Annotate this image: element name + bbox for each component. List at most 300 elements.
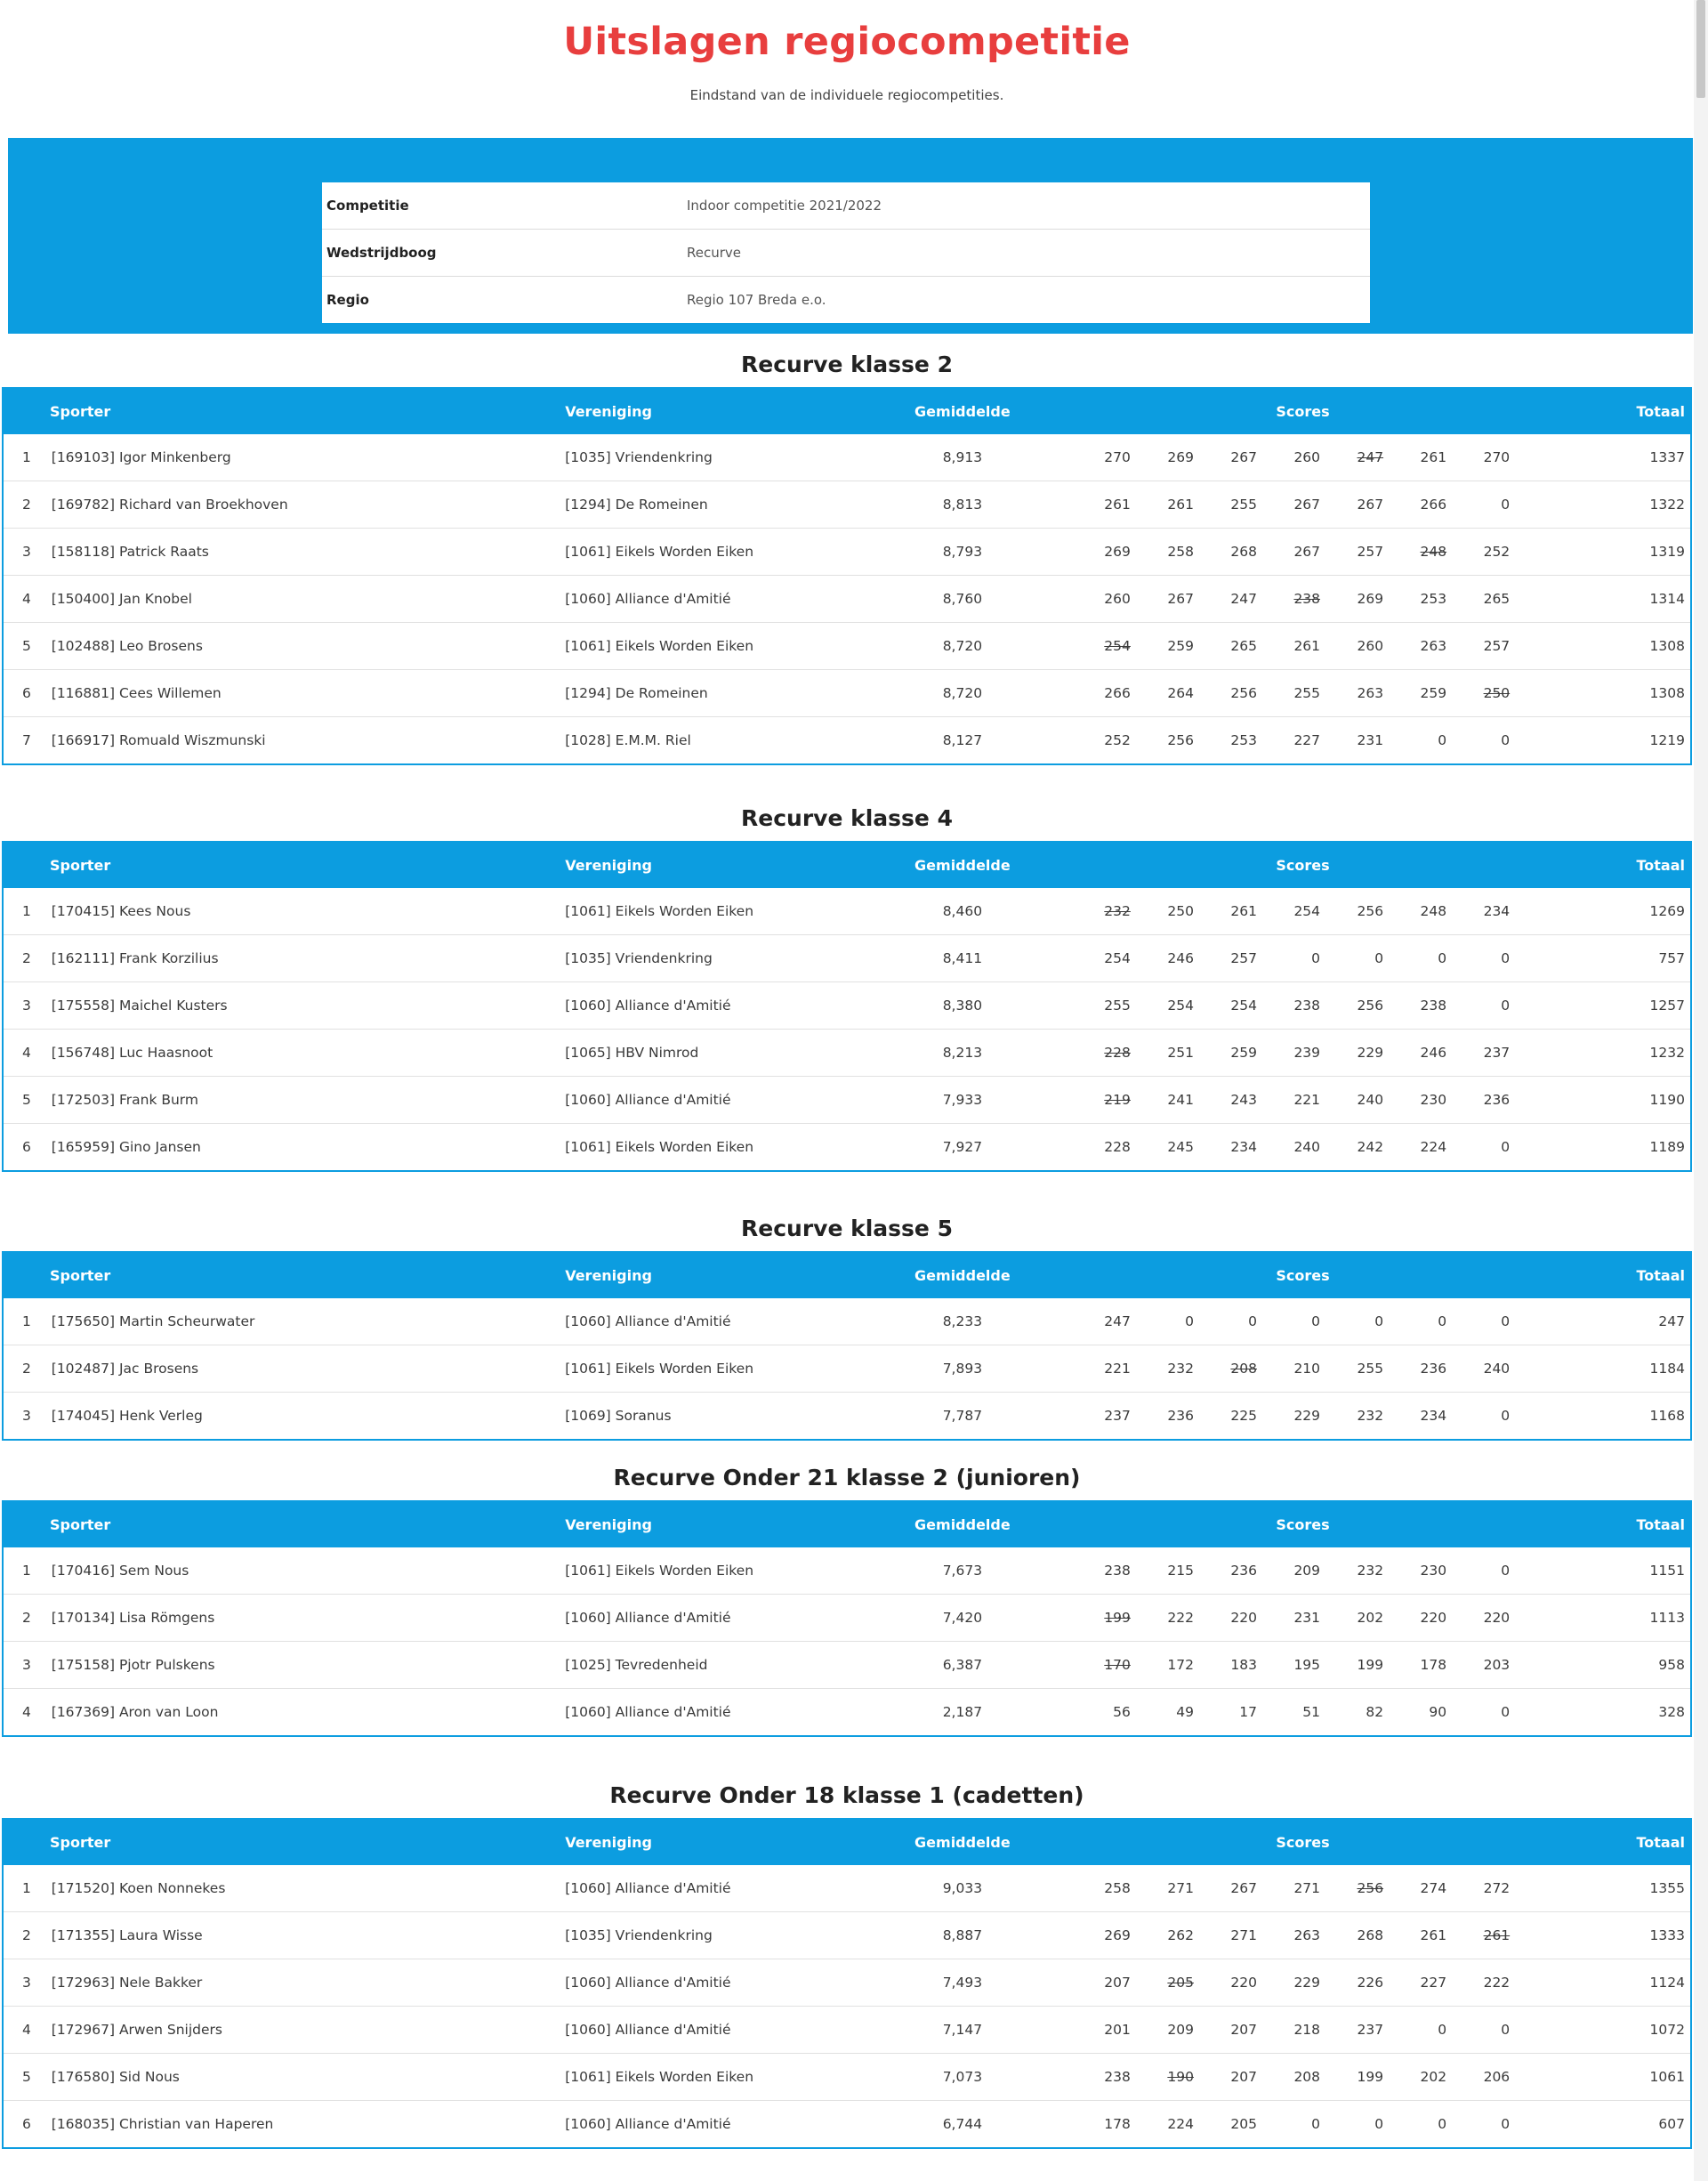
table-row xyxy=(3,1642,1691,1689)
sporter-cell: [158118] Patrick Raats xyxy=(50,529,558,576)
gemiddelde-cell: 7,787 xyxy=(942,1408,983,1424)
score-cell: 226 xyxy=(1334,1959,1398,2007)
table-header-row xyxy=(3,842,1691,888)
score-cell: 263 xyxy=(1398,623,1461,670)
totaal-cell: 757 xyxy=(1524,935,1691,982)
score-cell: 231 xyxy=(1271,1595,1334,1642)
section-title: Recurve klasse 4 xyxy=(741,805,953,831)
sporter-cell: [176580] Sid Nous xyxy=(50,2054,558,2101)
table-row xyxy=(3,1912,1691,1959)
totaal-cell: 1355 xyxy=(1524,1865,1691,1912)
totaal-cell: 1308 xyxy=(1524,670,1691,717)
vereniging-cell: [1061] Eikels Worden Eiken xyxy=(558,888,843,935)
score-cell: 232 xyxy=(1334,1547,1398,1595)
table-row xyxy=(3,1124,1691,1172)
score-cell: 272 xyxy=(1461,1865,1524,1912)
rank-cell: 1 xyxy=(3,888,50,935)
sporter-cell: [171520] Koen Nonnekes xyxy=(50,1865,558,1912)
header-totaal: Totaal xyxy=(1524,388,1691,434)
score-cell: 0 xyxy=(1398,935,1461,982)
sporter-cell: [169103] Igor Minkenberg xyxy=(50,434,558,481)
score-cell: 240 xyxy=(1461,1345,1524,1393)
score-cell-discarded: 232 xyxy=(1082,888,1145,935)
results-table xyxy=(2,1818,1692,2149)
score-cell: 259 xyxy=(1398,670,1461,717)
score-cell: 246 xyxy=(1145,935,1208,982)
score-cell-discarded: 261 xyxy=(1461,1912,1524,1959)
totaal-cell: 1337 xyxy=(1524,434,1691,481)
totaal-cell: 247 xyxy=(1524,1298,1691,1345)
score-cell-discarded: 254 xyxy=(1082,623,1145,670)
score-cell: 82 xyxy=(1366,1704,1384,1720)
score-cell: 0 xyxy=(1461,2007,1524,2054)
score-cell: 267 xyxy=(1145,576,1208,623)
header-vereniging: Vereniging xyxy=(558,388,843,434)
score-cell: 248 xyxy=(1398,888,1461,935)
vereniging-cell: [1061] Eikels Worden Eiken xyxy=(558,1547,843,1595)
score-cell-discarded: 248 xyxy=(1398,529,1461,576)
score-cell: 0 xyxy=(1461,935,1524,982)
score-cell: 269 xyxy=(1082,1912,1145,1959)
score-cell: 261 xyxy=(1208,888,1271,935)
gemiddelde-cell: 8,913 xyxy=(843,434,1082,481)
score-cell: 261 xyxy=(1271,623,1334,670)
header-sporter: Sporter xyxy=(3,1501,558,1547)
score-cell: 263 xyxy=(1271,1912,1334,1959)
vereniging-cell: [1060] Alliance d'Amitié xyxy=(558,1595,843,1642)
score-cell: 0 xyxy=(1271,935,1334,982)
sporter-cell: [102488] Leo Brosens xyxy=(50,623,558,670)
score-cell: 240 xyxy=(1334,1077,1398,1124)
score-cell: 258 xyxy=(1145,529,1208,576)
header-totaal: Totaal xyxy=(1524,1819,1691,1865)
score-cell: 256 xyxy=(1167,732,1194,748)
totaal-cell: 1257 xyxy=(1524,982,1691,1030)
results-table xyxy=(2,841,1692,1172)
score-cell: 195 xyxy=(1271,1642,1334,1689)
rank-cell: 3 xyxy=(3,1959,50,2007)
info-value: Regio 107 Breda e.o. xyxy=(687,292,826,308)
results-table xyxy=(2,387,1692,765)
vereniging-cell: [1061] Eikels Worden Eiken xyxy=(558,529,843,576)
totaal-cell: 1333 xyxy=(1524,1912,1691,1959)
score-cell: 0 xyxy=(1311,2116,1321,2132)
results-section xyxy=(0,1207,1694,1441)
score-cell: 234 xyxy=(1230,1139,1257,1155)
header-scores: Scores xyxy=(1082,842,1524,888)
rank-cell: 3 xyxy=(3,529,50,576)
score-cell-discarded: 208 xyxy=(1208,1345,1271,1393)
score-cell: 267 xyxy=(1334,481,1398,529)
score-cell: 237 xyxy=(1461,1030,1524,1077)
header-vereniging: Vereniging xyxy=(558,1501,843,1547)
score-cell: 267 xyxy=(1271,529,1334,576)
score-cell: 261 xyxy=(1398,434,1461,481)
score-cell: 202 xyxy=(1398,2054,1461,2101)
score-cell: 236 xyxy=(1167,1408,1194,1424)
score-cell: 254 xyxy=(1145,982,1208,1030)
score-cell: 245 xyxy=(1167,1139,1194,1155)
score-cell: 269 xyxy=(1082,529,1145,576)
score-cell: 260 xyxy=(1082,576,1145,623)
score-cell: 237 xyxy=(1104,1408,1131,1424)
scrollbar-thumb[interactable] xyxy=(1696,0,1705,98)
score-cell: 215 xyxy=(1145,1547,1208,1595)
page-subtitle: Eindstand van de individuele regiocompetities. xyxy=(689,87,1004,103)
table-header-row xyxy=(3,388,1691,434)
header-sporter: Sporter xyxy=(3,842,558,888)
totaal-cell: 1061 xyxy=(1524,2054,1691,2101)
score-cell: 199 xyxy=(1334,1642,1398,1689)
score-cell: 203 xyxy=(1461,1642,1524,1689)
table-row xyxy=(3,935,1691,982)
gemiddelde-cell: 6,387 xyxy=(843,1642,1082,1689)
score-cell: 224 xyxy=(1167,2116,1194,2132)
score-cell: 238 xyxy=(1271,982,1334,1030)
sporter-cell: [156748] Luc Haasnoot xyxy=(50,1030,558,1077)
score-cell: 224 xyxy=(1420,1139,1447,1155)
score-cell: 271 xyxy=(1208,1912,1271,1959)
score-cell-discarded: 219 xyxy=(1082,1077,1145,1124)
vereniging-cell: [1035] Vriendenkring xyxy=(558,434,843,481)
score-cell: 236 xyxy=(1398,1345,1461,1393)
score-cell: 254 xyxy=(1271,888,1334,935)
score-cell: 49 xyxy=(1176,1704,1194,1720)
sporter-cell: [166917] Romuald Wiszmunski xyxy=(51,732,266,748)
scrollbar[interactable] xyxy=(1694,0,1708,2181)
totaal-cell: 958 xyxy=(1524,1642,1691,1689)
info-row-regio xyxy=(322,277,1370,324)
rank-cell: 2 xyxy=(3,481,50,529)
totaal-cell: 607 xyxy=(1658,2116,1685,2132)
vereniging-cell: [1060] Alliance d'Amitié xyxy=(558,1077,843,1124)
rank-cell: 4 xyxy=(3,2007,50,2054)
score-cell: 255 xyxy=(1334,1345,1398,1393)
table-row xyxy=(3,2054,1691,2101)
vereniging-cell: [1060] Alliance d'Amitié xyxy=(558,1298,843,1345)
score-cell-discarded: 250 xyxy=(1461,670,1524,717)
score-cell: 0 xyxy=(1461,1298,1524,1345)
score-cell: 263 xyxy=(1334,670,1398,717)
table-row xyxy=(3,1959,1691,2007)
score-cell-discarded: 170 xyxy=(1082,1642,1145,1689)
table-row xyxy=(3,717,1691,765)
totaal-cell: 1072 xyxy=(1524,2007,1691,2054)
gemiddelde-cell: 8,213 xyxy=(843,1030,1082,1077)
table-row xyxy=(3,1689,1691,1737)
vereniging-cell: [1060] Alliance d'Amitié xyxy=(558,2007,843,2054)
results-section xyxy=(0,343,1694,765)
table-row xyxy=(3,1030,1691,1077)
gemiddelde-cell: 8,380 xyxy=(843,982,1082,1030)
score-cell: 0 xyxy=(1461,982,1524,1030)
score-cell: 271 xyxy=(1145,1865,1208,1912)
header-scores: Scores xyxy=(1082,1501,1524,1547)
info-band xyxy=(8,138,1693,334)
vereniging-cell: [1060] Alliance d'Amitié xyxy=(565,1704,731,1720)
score-cell: 183 xyxy=(1208,1642,1271,1689)
rank-cell: 6 xyxy=(3,670,50,717)
vereniging-cell: [1061] Eikels Worden Eiken xyxy=(565,1139,754,1155)
rank-cell: 2 xyxy=(3,1595,50,1642)
rank-cell: 1 xyxy=(3,1547,50,1595)
table-row xyxy=(3,2101,1691,2149)
vereniging-cell: [1060] Alliance d'Amitié xyxy=(558,982,843,1030)
score-cell: 236 xyxy=(1461,1077,1524,1124)
score-cell: 222 xyxy=(1461,1959,1524,2007)
score-cell: 259 xyxy=(1208,1030,1271,1077)
vereniging-cell: [1061] Eikels Worden Eiken xyxy=(558,1345,843,1393)
sporter-cell: [169782] Richard van Broekhoven xyxy=(50,481,558,529)
header-totaal: Totaal xyxy=(1524,1252,1691,1298)
score-cell: 230 xyxy=(1398,1077,1461,1124)
rank-cell: 1 xyxy=(3,434,50,481)
table-header-row xyxy=(3,1819,1691,1865)
gemiddelde-cell: 8,127 xyxy=(942,732,983,748)
score-cell: 252 xyxy=(1104,732,1131,748)
score-cell: 209 xyxy=(1271,1547,1334,1595)
score-cell: 0 xyxy=(1208,1298,1271,1345)
results-section xyxy=(0,1456,1694,1737)
table-row xyxy=(3,1865,1691,1912)
table-row xyxy=(3,1393,1691,1441)
score-cell: 220 xyxy=(1461,1595,1524,1642)
header-sporter: Sporter xyxy=(3,388,558,434)
score-cell: 0 xyxy=(1501,1139,1511,1155)
score-cell: 0 xyxy=(1271,1298,1334,1345)
vereniging-cell: [1069] Soranus xyxy=(565,1408,672,1424)
score-cell: 270 xyxy=(1082,434,1145,481)
score-cell: 227 xyxy=(1398,1959,1461,2007)
sporter-cell: [170416] Sem Nous xyxy=(50,1547,558,1595)
totaal-cell: 328 xyxy=(1658,1704,1685,1720)
sporter-cell: [172967] Arwen Snijders xyxy=(50,2007,558,2054)
sporter-cell: [150400] Jan Knobel xyxy=(50,576,558,623)
score-cell: 207 xyxy=(1208,2054,1271,2101)
score-cell: 228 xyxy=(1104,1139,1131,1155)
score-cell: 247 xyxy=(1208,576,1271,623)
score-cell: 240 xyxy=(1293,1139,1321,1155)
table-row xyxy=(3,670,1691,717)
vereniging-cell: [1065] HBV Nimrod xyxy=(558,1030,843,1077)
score-cell: 221 xyxy=(1082,1345,1145,1393)
info-value: Recurve xyxy=(682,230,1370,277)
score-cell: 229 xyxy=(1334,1030,1398,1077)
table-row xyxy=(3,1077,1691,1124)
score-cell: 271 xyxy=(1271,1865,1334,1912)
section-title: Recurve klasse 2 xyxy=(741,351,953,377)
score-cell: 254 xyxy=(1208,982,1271,1030)
score-cell: 227 xyxy=(1293,732,1321,748)
rank-cell: 2 xyxy=(3,935,50,982)
table-row xyxy=(3,1298,1691,1345)
score-cell: 231 xyxy=(1357,732,1384,748)
rank-cell: 4 xyxy=(21,1704,31,1720)
score-cell: 238 xyxy=(1398,982,1461,1030)
header-vereniging: Vereniging xyxy=(558,1252,843,1298)
info-label: Wedstrijdboog xyxy=(322,230,682,277)
gemiddelde-cell: 7,673 xyxy=(843,1547,1082,1595)
score-cell-discarded: 190 xyxy=(1145,2054,1208,2101)
score-cell: 229 xyxy=(1293,1408,1321,1424)
score-cell: 267 xyxy=(1208,434,1271,481)
score-cell: 90 xyxy=(1429,1704,1447,1720)
rank-cell: 1 xyxy=(3,1865,50,1912)
score-cell: 17 xyxy=(1239,1704,1257,1720)
sporter-cell: [167369] Aron van Loon xyxy=(51,1704,219,1720)
rank-cell: 2 xyxy=(3,1345,50,1393)
sporter-cell: [172503] Frank Burm xyxy=(50,1077,558,1124)
totaal-cell: 1124 xyxy=(1524,1959,1691,2007)
table-row xyxy=(3,576,1691,623)
score-cell: 253 xyxy=(1230,732,1257,748)
gemiddelde-cell: 7,147 xyxy=(843,2007,1082,2054)
score-cell: 266 xyxy=(1082,670,1145,717)
score-cell: 0 xyxy=(1398,1298,1461,1345)
score-cell: 262 xyxy=(1145,1912,1208,1959)
vereniging-cell: [1060] Alliance d'Amitié xyxy=(565,2116,731,2132)
vereniging-cell: [1294] De Romeinen xyxy=(558,670,843,717)
rank-cell: 3 xyxy=(3,982,50,1030)
score-cell: 241 xyxy=(1145,1077,1208,1124)
rank-cell: 5 xyxy=(3,623,50,670)
sporter-cell: [170415] Kees Nous xyxy=(50,888,558,935)
header-gemiddelde: Gemiddelde xyxy=(843,1501,1082,1547)
header-vereniging: Vereniging xyxy=(558,1819,843,1865)
score-cell: 199 xyxy=(1334,2054,1398,2101)
gemiddelde-cell: 8,760 xyxy=(843,576,1082,623)
totaal-cell: 1308 xyxy=(1524,623,1691,670)
score-cell: 236 xyxy=(1208,1547,1271,1595)
score-cell: 268 xyxy=(1334,1912,1398,1959)
score-cell-discarded: 247 xyxy=(1334,434,1398,481)
score-cell: 208 xyxy=(1271,2054,1334,2101)
score-cell: 254 xyxy=(1082,935,1145,982)
score-cell: 210 xyxy=(1271,1345,1334,1393)
gemiddelde-cell: 9,033 xyxy=(843,1865,1082,1912)
score-cell: 238 xyxy=(1082,1547,1145,1595)
table-row xyxy=(3,434,1691,481)
score-cell: 234 xyxy=(1461,888,1524,935)
score-cell: 237 xyxy=(1334,2007,1398,2054)
totaal-cell: 1168 xyxy=(1649,1408,1685,1424)
header-sporter: Sporter xyxy=(3,1819,558,1865)
gemiddelde-cell: 8,793 xyxy=(843,529,1082,576)
sporter-cell: [170134] Lisa Römgens xyxy=(50,1595,558,1642)
score-cell: 0 xyxy=(1334,1298,1398,1345)
score-cell: 225 xyxy=(1230,1408,1257,1424)
vereniging-cell: [1060] Alliance d'Amitié xyxy=(558,1865,843,1912)
totaal-cell: 1232 xyxy=(1524,1030,1691,1077)
sporter-cell: [172963] Nele Bakker xyxy=(50,1959,558,2007)
score-cell: 246 xyxy=(1398,1030,1461,1077)
score-cell: 51 xyxy=(1302,1704,1321,1720)
info-value: Indoor competitie 2021/2022 xyxy=(682,182,1370,230)
score-cell: 250 xyxy=(1145,888,1208,935)
score-cell: 256 xyxy=(1334,982,1398,1030)
score-cell: 259 xyxy=(1145,623,1208,670)
sporter-cell: [165959] Gino Jansen xyxy=(51,1139,201,1155)
score-cell: 242 xyxy=(1357,1139,1384,1155)
score-cell: 267 xyxy=(1271,481,1334,529)
rank-cell: 5 xyxy=(3,2054,50,2101)
score-cell: 220 xyxy=(1398,1595,1461,1642)
header-scores: Scores xyxy=(1082,1252,1524,1298)
score-cell: 255 xyxy=(1082,982,1145,1030)
score-cell: 201 xyxy=(1082,2007,1145,2054)
totaal-cell: 1322 xyxy=(1524,481,1691,529)
info-table xyxy=(322,182,1370,323)
score-cell: 265 xyxy=(1461,576,1524,623)
score-cell: 0 xyxy=(1438,732,1447,748)
score-cell: 239 xyxy=(1271,1030,1334,1077)
vereniging-cell: [1061] Eikels Worden Eiken xyxy=(558,623,843,670)
vereniging-cell: [1294] De Romeinen xyxy=(558,481,843,529)
score-cell: 261 xyxy=(1145,481,1208,529)
score-cell: 0 xyxy=(1145,1298,1208,1345)
vereniging-cell: [1035] Vriendenkring xyxy=(558,935,843,982)
rank-cell: 2 xyxy=(3,1912,50,1959)
gemiddelde-cell: 8,813 xyxy=(843,481,1082,529)
score-cell: 206 xyxy=(1461,2054,1524,2101)
totaal-cell: 1319 xyxy=(1524,529,1691,576)
score-cell: 0 xyxy=(1501,732,1511,748)
score-cell: 230 xyxy=(1398,1547,1461,1595)
score-cell: 0 xyxy=(1334,935,1398,982)
totaal-cell: 1189 xyxy=(1649,1139,1685,1155)
header-scores: Scores xyxy=(1082,388,1524,434)
header-totaal: Totaal xyxy=(1524,1501,1691,1547)
totaal-cell: 1184 xyxy=(1524,1345,1691,1393)
page-title: Uitslagen regiocompetitie xyxy=(563,20,1131,64)
score-cell: 256 xyxy=(1334,888,1398,935)
header-sporter: Sporter xyxy=(3,1252,558,1298)
score-cell: 253 xyxy=(1398,576,1461,623)
score-cell: 202 xyxy=(1334,1595,1398,1642)
rank-cell: 3 xyxy=(3,1642,50,1689)
section-title: Recurve klasse 5 xyxy=(741,1216,953,1241)
gemiddelde-cell: 7,933 xyxy=(843,1077,1082,1124)
score-cell: 0 xyxy=(1501,2116,1511,2132)
rank-cell: 5 xyxy=(3,1077,50,1124)
rank-cell: 6 xyxy=(21,2116,31,2132)
header-gemiddelde: Gemiddelde xyxy=(843,1252,1082,1298)
table-row xyxy=(3,623,1691,670)
gemiddelde-cell: 7,420 xyxy=(843,1595,1082,1642)
section-title: Recurve Onder 18 klasse 1 (cadetten) xyxy=(609,1782,1084,1808)
score-cell: 256 xyxy=(1208,670,1271,717)
table-header-row xyxy=(3,1501,1691,1547)
score-cell: 260 xyxy=(1334,623,1398,670)
score-cell: 243 xyxy=(1208,1077,1271,1124)
table-row xyxy=(3,982,1691,1030)
score-cell: 255 xyxy=(1271,670,1334,717)
table-row xyxy=(3,1547,1691,1595)
rank-cell: 3 xyxy=(21,1408,31,1424)
rank-cell: 7 xyxy=(21,732,31,748)
gemiddelde-cell: 8,720 xyxy=(843,670,1082,717)
score-cell: 207 xyxy=(1082,1959,1145,2007)
score-cell: 0 xyxy=(1398,2007,1461,2054)
score-cell: 267 xyxy=(1208,1865,1271,1912)
score-cell: 220 xyxy=(1208,1595,1271,1642)
score-cell: 269 xyxy=(1334,576,1398,623)
score-cell: 234 xyxy=(1420,1408,1447,1424)
sporter-cell: [175650] Martin Scheurwater xyxy=(50,1298,558,1345)
gemiddelde-cell: 7,073 xyxy=(843,2054,1082,2101)
rank-cell: 1 xyxy=(3,1298,50,1345)
vereniging-cell: [1060] Alliance d'Amitié xyxy=(558,1959,843,2007)
